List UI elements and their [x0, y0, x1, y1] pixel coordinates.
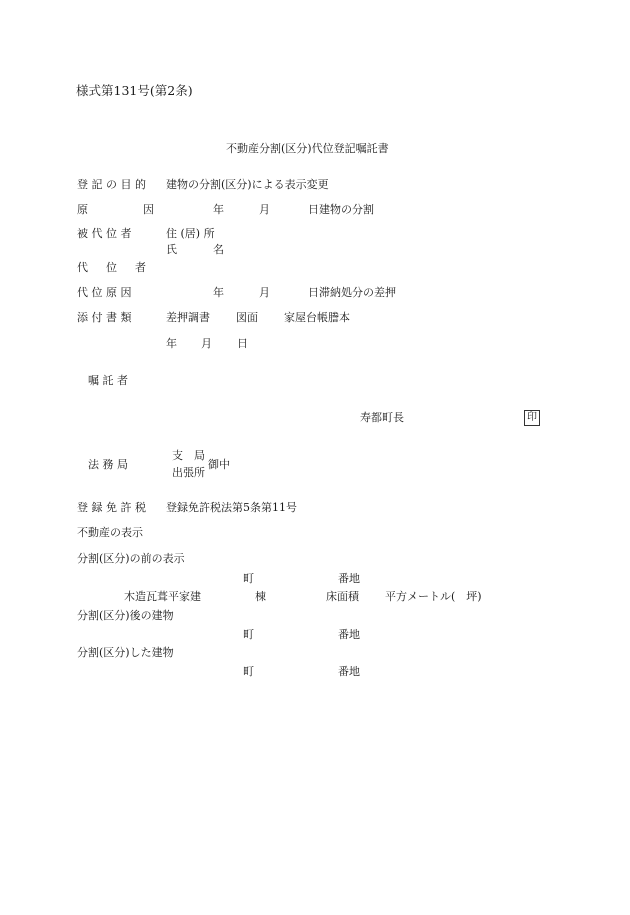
requester-label: 嘱 託 者 [88, 374, 128, 387]
bureau-office: 出張所 [172, 466, 205, 479]
seal-mark: 印 [524, 410, 540, 426]
subrogated-name-a: 氏 [166, 243, 177, 256]
date-year: 年 [166, 337, 177, 350]
divided-heading: 分割(区分)した建物 [77, 646, 174, 659]
subrogated-address: 住 (居) 所 [166, 227, 215, 240]
cause-label: 原 因 [77, 203, 154, 216]
subrogation-cause-day-text: 日滞納処分の差押 [308, 286, 396, 299]
bureau-label: 法 務 局 [88, 458, 128, 471]
cause-month: 月 [259, 203, 270, 216]
divided-town: 町 [243, 665, 254, 678]
subrogation-cause-month: 月 [259, 286, 270, 299]
mayor-title: 寿都町長 [360, 411, 404, 424]
attachments-label: 添 付 書 類 [77, 311, 132, 324]
before-count: 棟 [255, 590, 266, 603]
divided-lot: 番地 [338, 665, 360, 678]
attachment-item-2: 図面 [236, 311, 258, 324]
bureau-goshu: 御中 [208, 458, 230, 471]
before-town: 町 [243, 572, 254, 585]
before-structure: 木造瓦葺平家建 [124, 590, 201, 603]
before-heading: 分割(区分)の前の表示 [77, 552, 185, 565]
before-floor-area: 床面積 [326, 590, 359, 603]
date-day: 日 [237, 337, 248, 350]
before-area-unit: 平方メートル( 坪) [385, 590, 482, 603]
subrogation-cause-year: 年 [213, 286, 224, 299]
attachment-item-3: 家屋台帳謄本 [284, 311, 350, 324]
after-lot: 番地 [338, 628, 360, 641]
subrogation-cause-label: 代 位 原 因 [77, 286, 132, 299]
subrogated-name-b: 名 [213, 243, 224, 256]
bureau-branch: 支 局 [172, 449, 205, 462]
tax-value: 登録免許税法第5条第11号 [166, 501, 297, 514]
after-town: 町 [243, 628, 254, 641]
attachment-item-1: 差押調書 [166, 311, 210, 324]
purpose-value: 建物の分割(区分)による表示変更 [166, 178, 329, 191]
purpose-label: 登 記 の 目 的 [77, 178, 146, 191]
subrogated-label: 被 代 位 者 [77, 227, 132, 240]
date-month: 月 [201, 337, 212, 350]
property-heading: 不動産の表示 [77, 526, 143, 539]
cause-day-text: 日建物の分割 [308, 203, 374, 216]
cause-year: 年 [213, 203, 224, 216]
subrogator-label: 代 位 者 [77, 261, 146, 274]
tax-label: 登 録 免 許 税 [77, 501, 146, 514]
after-heading: 分割(区分)後の建物 [77, 609, 174, 622]
before-lot: 番地 [338, 572, 360, 585]
document-title: 不動産分割(区分)代位登記嘱託書 [226, 142, 389, 155]
form-number: 様式第131号(第2条) [76, 83, 193, 98]
